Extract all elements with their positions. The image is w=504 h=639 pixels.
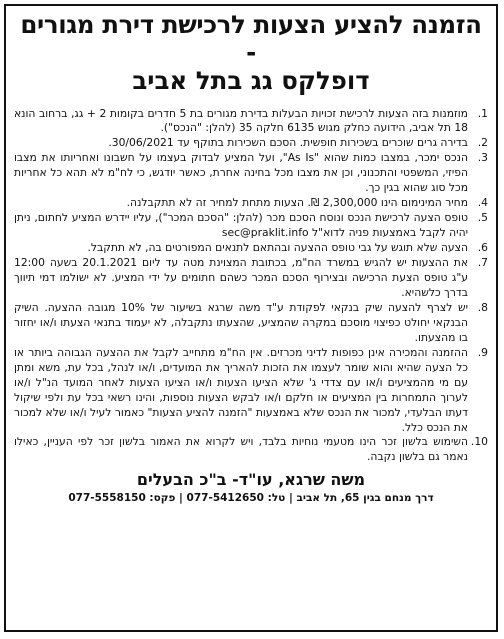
item-text: בדירה גרים שוכרים בשכירות חופשית. הסכם השכירות בתוקף עד 30/06/2021. bbox=[108, 136, 468, 150]
item-number: 5. bbox=[477, 211, 488, 225]
signature: משה שרגא, עו"ד- ב"כ הבעלים bbox=[136, 470, 366, 490]
notice-frame bbox=[4, 4, 498, 632]
list-item bbox=[14, 151, 488, 196]
list-item bbox=[14, 301, 488, 346]
list-item bbox=[14, 435, 488, 465]
list-item bbox=[14, 107, 488, 137]
notice-footer bbox=[14, 470, 488, 504]
item-text: הנכס ימכר, במצבו כמות שהוא "As Is", ועל המציע לבדוק בעצמו על חשבונו ואחריותו את מצבו הפיזי, המשפטי והתכנוני, וכן את מצבו מכל בחינה אחרת, כאשר יודגש, כי לח"מ לא תהא כל אחריות מכל סוג שהוא בגין כך. bbox=[14, 151, 468, 195]
item-number: 3. bbox=[477, 151, 488, 165]
item-text: את ההצעות יש להגיש במשרד הח"מ, בכתובת המצוינת מטה עד ליום 20.1.2021 בשעה 12:00 ע"ג טופס הצעת הרכישה ובצירוף הסכם המכר כשהם חתומים על ידי המציע. לא ישולמו דמי תיווך בדרך כלשהיא. bbox=[14, 256, 469, 299]
item-number: 6. bbox=[477, 241, 488, 255]
item-number: 4. bbox=[477, 196, 488, 210]
item-text: יש לצרף להצעה שיק בנקאי לפקודת ע"ד משה שרגא בשיעור של 10% מגובה ההצעה. השיק הבנקאי יחולט כפיצוי מוסכם במקרה שהמציע, שהצעתו נתקבלה, לא יעמוד בתנאי הצעתו ו/או יחזור בו מהצעתו. bbox=[14, 300, 468, 344]
item-text: השימוש בלשון זכר הינו מטעמי נוחיות בלבד, ויש לקרוא את האמור בלשון זכר לפי העניין, כאילו נאמר גם בלשון נקבה. bbox=[14, 435, 468, 464]
item-number: 7. bbox=[477, 256, 488, 270]
list-item bbox=[14, 136, 488, 151]
item-number: 10. bbox=[470, 435, 488, 449]
terms-list bbox=[14, 107, 488, 466]
list-item bbox=[14, 241, 488, 256]
item-text: ההזמנה והמכירה אינן כפופות לדיני מכרזים. אין הח"מ מתחייב לקבל את ההצעה הגבוהה ביותר או כל הצעה שהיא והוא שומר לעצמו את הזכות להאריך את המועדים, ו/או לנהל, בכל עת, משא ומתן עם מי מהמציעים ו/או עם צדדי ג' שלא הציעו הצעות ו/או הציעו הצעות לאחר המועד הנ"ל ו/או לערוך התמחרות בין המציעים או חלקם ו/או לבקש הצעות נוספות, והינו רשאי בכל עת ולפי שיקול דעתו הבלעדי, למכור את הנכס שלא באמצעות "הזמנה להציע הצעות" כאמור לעיל ו/או שלא למכור את הנכס כלל. bbox=[14, 345, 468, 434]
item-number: 1. bbox=[477, 106, 488, 120]
item-text: טופס הצעה לרכישת הנכס ונוסח הסכם מכר (להלן: "הסכם המכר"), עליו יידרש המציע לחתום, ניתן יהיה לקבל באמצעות פניה לדוא"ל sec@praklit.info bbox=[14, 211, 468, 240]
list-item bbox=[14, 256, 488, 301]
item-number: 9. bbox=[477, 345, 488, 359]
notice-title bbox=[14, 11, 488, 96]
list-item bbox=[14, 196, 488, 211]
item-text: מחיר המינימום הינו 2,300,000 ₪. הצעות מתחת למחיר זה לא תתקבלנה. bbox=[126, 196, 468, 210]
item-text: מוזמנות בזה הצעות לרכישת זכויות הבעלות בדירת מגורים בת 5 חדרים בקומות 2 + גג, ברחוב הונא 18 תל אביב, הידועה כחלק מגוש 6135 חלקה 35 (להלן: "הנכס"). bbox=[14, 106, 468, 135]
list-item bbox=[14, 211, 488, 241]
item-number: 8. bbox=[477, 300, 488, 314]
item-text: הצעה שלא תוגש על גבי טופס ההצעה ובהתאם לתנאים המפורטים בה, לא תתקבל. bbox=[87, 241, 468, 255]
item-number: 2. bbox=[477, 136, 488, 150]
contact-address: דרך מנחם בגין 65, תל אביב | טל: 077-5412650 | פקס: 077-5558150 bbox=[68, 492, 434, 505]
list-item bbox=[14, 346, 488, 436]
title-line-1: הזמנה להציע הצעות לרכישת דירת מגורים - bbox=[20, 10, 482, 68]
title-line-2: דופלקס גג בתל אביב bbox=[132, 66, 370, 96]
